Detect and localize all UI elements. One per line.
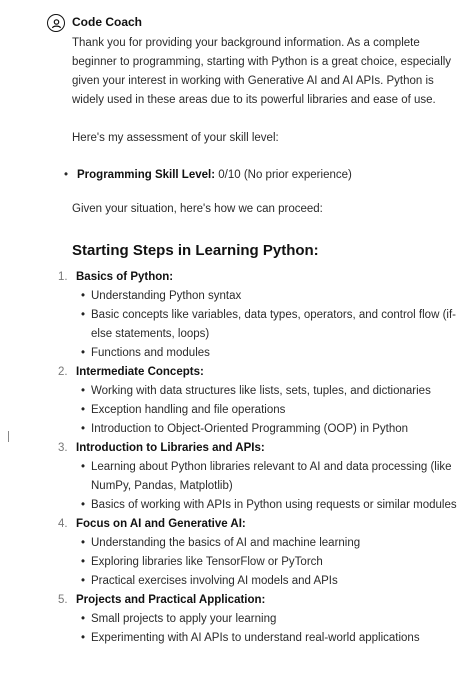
list-item-text: Practical exercises involving AI models and APIs [91,575,338,587]
step-sublist [72,534,464,591]
list-item-text: Experimenting with AI APIs to understand real-world applications [91,632,420,644]
list-item [81,420,464,439]
bullet-icon: • [81,404,86,416]
bullet-icon: • [81,385,86,397]
step-sublist [72,287,464,363]
assessment-label: Programming Skill Level: [77,169,216,181]
step-number: 5. [58,594,68,606]
sender-name: Code Coach [72,15,143,29]
list-item [81,572,464,591]
bullet-icon: • [64,169,69,181]
list-item [81,287,464,306]
list-item [81,344,464,363]
step-item [58,515,464,591]
list-item [81,610,464,629]
bullet-icon: • [81,575,86,587]
list-item-text: Understanding Python syntax [91,290,242,302]
code-coach-avatar-icon [47,14,65,32]
step-item [58,439,464,515]
message-body [58,34,464,648]
bullet-icon: • [81,556,86,568]
list-item-text: Small projects to apply your learning [91,613,277,625]
step-title: Introduction to Libraries and APIs: [76,442,265,454]
assessment-intro: Here's my assessment of your skill level: [72,132,279,144]
bullet-icon: • [81,461,86,473]
step-title: Projects and Practical Application: [76,594,266,606]
step-sublist [72,458,464,515]
assessment-item [64,166,464,185]
bullet-icon: • [81,613,86,625]
steps-list [58,268,464,648]
step-number: 2. [58,366,68,378]
list-item-text: Basics of working with APIs in Python using requests or similar modules [91,499,457,511]
step-sublist [72,610,464,648]
step-sublist [72,382,464,439]
assessment-list [64,166,464,185]
step-number: 3. [58,442,68,454]
list-item [81,458,464,496]
step-title: Intermediate Concepts: [76,366,204,378]
text-cursor-icon [8,431,9,442]
step-item [58,363,464,439]
bullet-icon: • [81,423,86,435]
step-title: Focus on AI and Generative AI: [76,518,246,530]
list-item [81,306,464,344]
list-item-text: Learning about Python libraries relevant to AI and data processing (like NumPy, Pandas, Matplotlib) [91,461,452,492]
step-item [58,268,464,363]
step-item [58,591,464,648]
bullet-icon: • [81,537,86,549]
assessment-value: 0/10 (No prior experience) [215,169,352,181]
step-number: 1. [58,271,68,283]
list-item-text: Functions and modules [91,347,210,359]
list-item [81,401,464,420]
step-title: Basics of Python: [76,271,174,283]
list-item [81,553,464,572]
list-item-text: Exception handling and file operations [91,404,286,416]
bullet-icon: • [81,290,86,302]
list-item-text: Exploring libraries like TensorFlow or PyTorch [91,556,323,568]
list-item-text: Understanding the basics of AI and machine learning [91,537,361,549]
step-number: 4. [58,518,68,530]
bullet-icon: • [81,309,86,321]
section-heading: Starting Steps in Learning Python: [72,242,319,259]
list-item [81,496,464,515]
bullet-icon: • [81,632,86,644]
list-item-text: Working with data structures like lists, sets, tuples, and dictionaries [91,385,431,397]
bullet-icon: • [81,347,86,359]
list-item [81,382,464,401]
proceed-paragraph: Given your situation, here's how we can proceed: [72,203,323,215]
list-item [81,534,464,553]
intro-paragraph: Thank you for providing your background information. As a complete beginner to programming, starting with Python is a great choice, especially given your interest in working with Generative AI and AI APIs. Python is widely used in these areas due to its powerful libraries and ease of use. [72,37,452,106]
bullet-icon: • [81,499,86,511]
list-item-text: Basic concepts like variables, data types, operators, and control flow (if-else statements, loops) [91,309,456,340]
list-item [81,629,464,648]
list-item-text: Introduction to Object-Oriented Programming (OOP) in Python [91,423,409,435]
